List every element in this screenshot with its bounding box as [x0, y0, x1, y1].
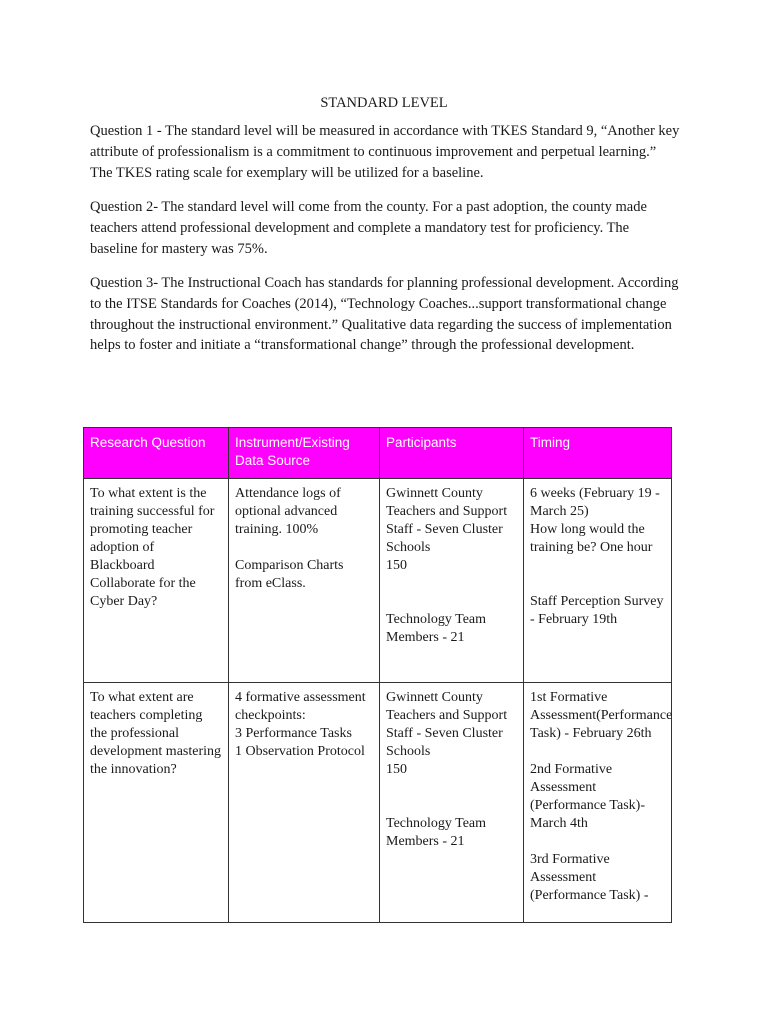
row-1-research-question: To what extent is the training successful for promoting teacher adoption of Blackboard Collaborate for the Cyber Day?	[84, 479, 229, 683]
row-2-instrument: 4 formative assessment checkpoints: 3 Performance Tasks 1 Observation Protocol	[229, 683, 380, 923]
header-research-question: Research Question	[84, 428, 229, 479]
row-1-instrument: Attendance logs of optional advanced training. 100% Comparison Charts from eClass.	[229, 479, 380, 683]
research-plan-table	[83, 427, 672, 923]
table-header-row	[84, 428, 672, 479]
question-1-paragraph	[90, 121, 680, 183]
row-2-research-question: To what extent are teachers completing the professional development mastering the innovation?	[84, 683, 229, 923]
row-2-participants: Gwinnett County Teachers and Support Staff - Seven Cluster Schools 150 Technology Team Members - 21	[380, 683, 524, 923]
row-1-participants: Gwinnett County Teachers and Support Staff - Seven Cluster Schools 150 Technology Team Members - 21	[380, 479, 524, 683]
table-row	[84, 683, 672, 923]
question-3-text: Question 3- The Instructional Coach has standards for planning professional development. According to the ITSE Standards for Coaches (2014), “Technology Coaches...support transformational change throughout the instructional environment.” Qualitative data regarding the success of implementation helps to foster and initiate a “transformational change” through the professional development.	[90, 275, 679, 354]
row-1-timing: 6 weeks (February 19 - March 25) How long would the training be? One hour Staff Perception Survey - February 19th	[524, 479, 672, 683]
question-1-text: Question 1 - The standard level will be measured in accordance with TKES Standard 9, “Another key attribute of professionalism is a commitment to continuous improvement and perpetual learning.” The TKES rating scale for exemplary will be utilized for a baseline.	[90, 123, 680, 181]
header-timing: Timing	[524, 428, 672, 479]
header-instrument: Instrument/Existing Data Source	[229, 428, 380, 479]
document-title: STANDARD LEVEL	[320, 95, 448, 111]
table-row	[84, 479, 672, 683]
question-2-text: Question 2- The standard level will come from the county. For a past adoption, the county made teachers attend professional development and complete a mandatory test for proficiency. The baseline for mastery was 75%.	[90, 199, 647, 257]
row-2-timing: 1st Formative Assessment(Performance Task) - February 26th 2nd Formative Assessment (Performance Task)- March 4th 3rd Formative Assessment (Performance Task) -	[524, 683, 672, 923]
header-participants: Participants	[380, 428, 524, 479]
question-2-paragraph	[90, 197, 680, 259]
question-3-paragraph	[90, 273, 680, 356]
